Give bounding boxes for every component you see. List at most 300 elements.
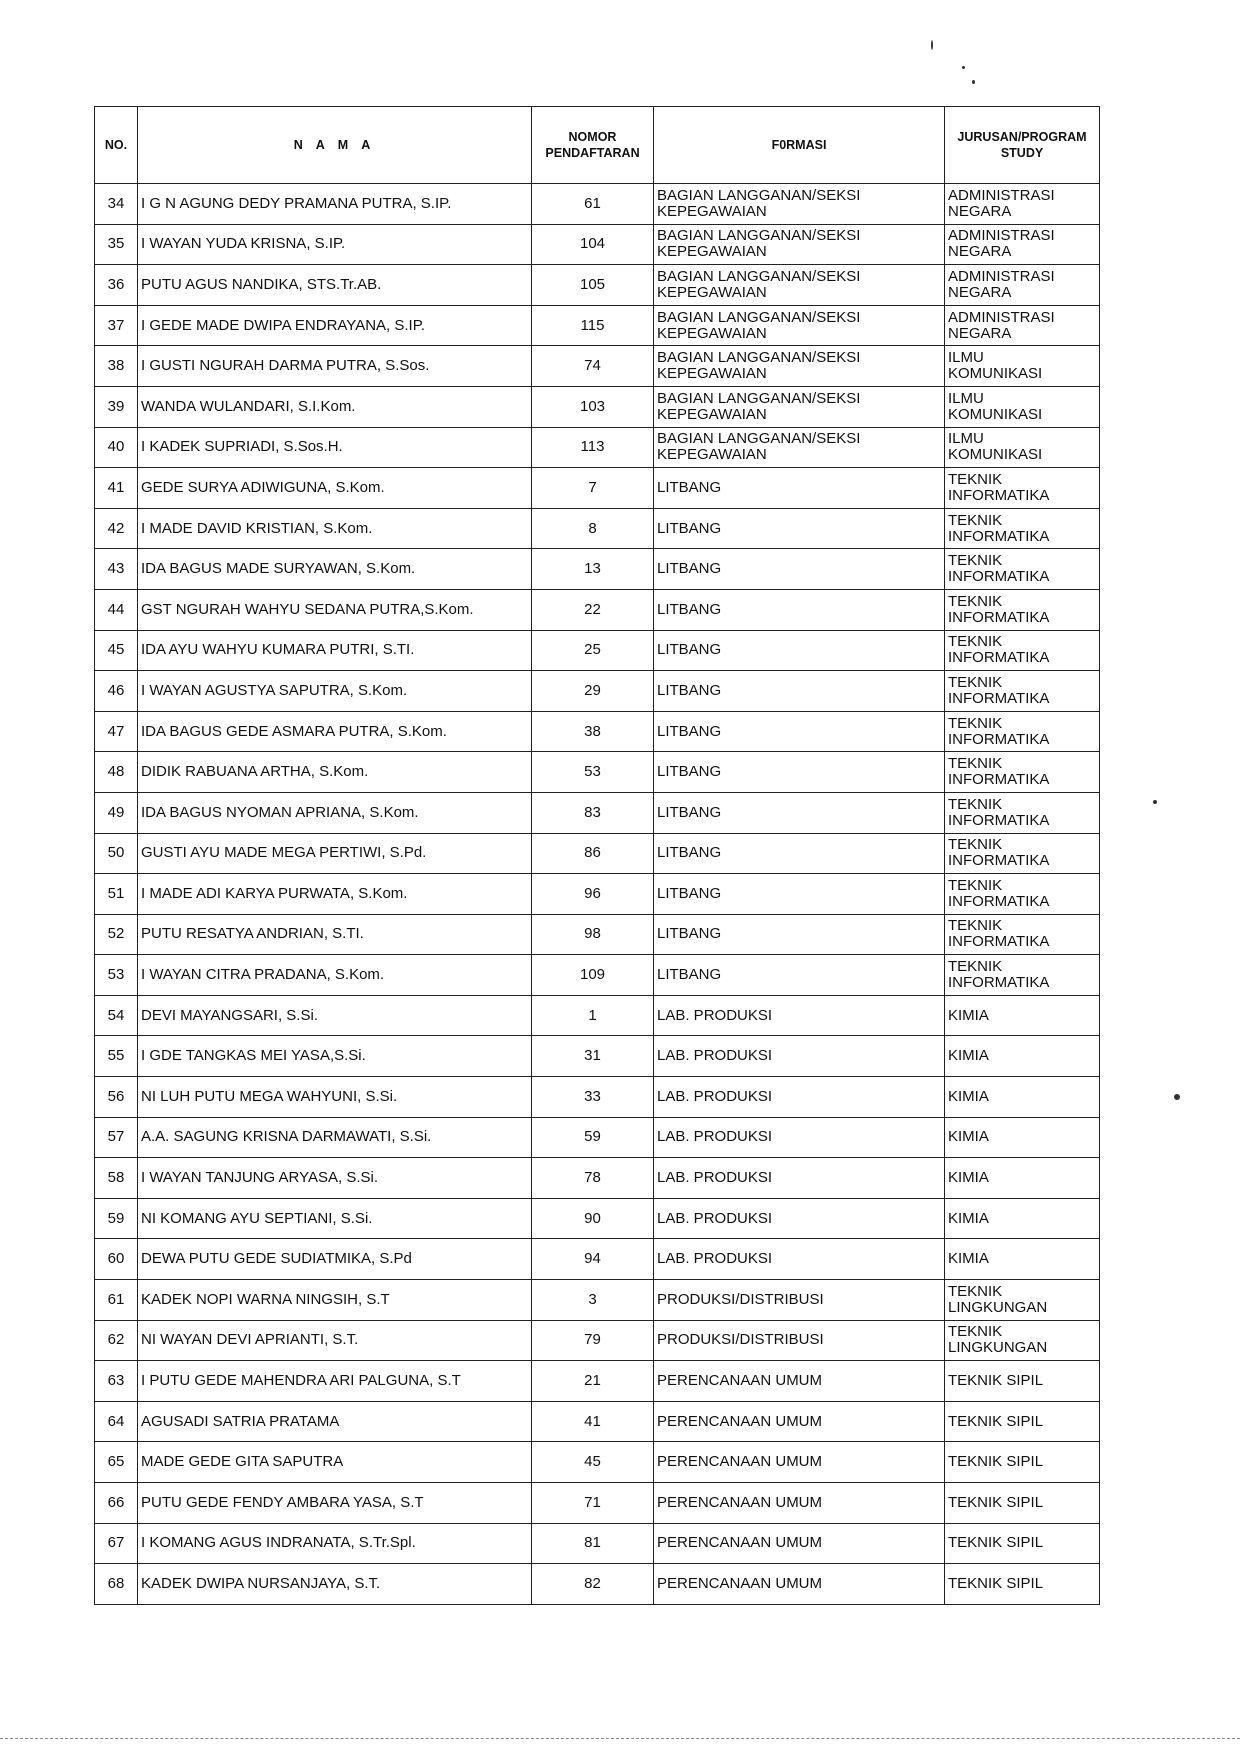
formasi-cell — [654, 346, 945, 387]
formasi-cell — [654, 1442, 945, 1483]
formasi-cell — [654, 427, 945, 468]
formasi-cell — [654, 184, 945, 225]
row-number-cell: 60 — [95, 1239, 138, 1280]
formasi-line: KEPEGAWAIAN — [657, 324, 767, 342]
participant-name-cell: KADEK DWIPA NURSANJAYA, S.T. — [138, 1564, 532, 1605]
formasi-line: KEPEGAWAIAN — [657, 283, 767, 301]
row-number-cell: 56 — [95, 1077, 138, 1118]
jurusan-line: TEKNIK SIPIL — [948, 1372, 1044, 1390]
jurusan-line: INFORMATIKA — [948, 974, 1050, 992]
registration-number-cell: 21 — [532, 1361, 654, 1402]
table-row — [95, 549, 1100, 590]
jurusan-cell — [945, 711, 1100, 752]
registration-number-cell: 41 — [532, 1401, 654, 1442]
formasi-line: KEPEGAWAIAN — [657, 405, 767, 423]
registration-number-cell: 90 — [532, 1198, 654, 1239]
registration-number-cell: 61 — [532, 184, 654, 225]
row-number-cell: 66 — [95, 1483, 138, 1524]
jurusan-line: TEKNIK SIPIL — [948, 1574, 1044, 1592]
jurusan-cell — [945, 1158, 1100, 1199]
formasi-line: LITBANG — [657, 763, 722, 781]
jurusan-cell — [945, 630, 1100, 671]
jurusan-line: NEGARA — [948, 202, 1012, 220]
jurusan-cell — [945, 427, 1100, 468]
page-bottom-rule — [0, 1738, 1240, 1739]
header-nomor-line1: NOMOR — [568, 130, 617, 144]
participant-name-cell: DEVI MAYANGSARI, S.Si. — [138, 995, 532, 1036]
row-number-cell: 64 — [95, 1401, 138, 1442]
registration-number-cell: 71 — [532, 1483, 654, 1524]
formasi-line: LITBANG — [657, 641, 722, 659]
registration-number-cell: 38 — [532, 711, 654, 752]
formasi-line: PRODUKSI/DISTRIBUSI — [657, 1331, 824, 1349]
row-number-cell: 62 — [95, 1320, 138, 1361]
jurusan-line: KIMIA — [948, 1169, 989, 1187]
jurusan-cell — [945, 184, 1100, 225]
header-nomor-line2: PENDAFTARAN — [545, 146, 640, 160]
formasi-line: PERENCANAAN UMUM — [657, 1412, 823, 1430]
jurusan-line: INFORMATIKA — [948, 568, 1050, 586]
jurusan-line: TEKNIK — [948, 958, 1003, 976]
table-row — [95, 955, 1100, 996]
formasi-cell — [654, 833, 945, 874]
registration-number-cell: 7 — [532, 468, 654, 509]
formasi-line: KEPEGAWAIAN — [657, 202, 767, 220]
jurusan-line: KIMIA — [948, 1006, 989, 1024]
jurusan-line: INFORMATIKA — [948, 608, 1050, 626]
table-row — [95, 508, 1100, 549]
table-row — [95, 1077, 1100, 1118]
jurusan-line: ADMINISTRASI — [948, 267, 1055, 285]
jurusan-line: TEKNIK — [948, 917, 1003, 935]
table-row — [95, 995, 1100, 1036]
table-row — [95, 1523, 1100, 1564]
registration-number-cell: 53 — [532, 752, 654, 793]
participant-name-cell: KADEK NOPI WARNA NINGSIH, S.T — [138, 1280, 532, 1321]
row-number-cell: 65 — [95, 1442, 138, 1483]
header-nama-label: N A M A — [293, 138, 376, 152]
jurusan-line: TEKNIK — [948, 1282, 1003, 1300]
jurusan-line: LINGKUNGAN — [948, 1339, 1048, 1357]
row-number-cell: 47 — [95, 711, 138, 752]
participant-name-cell: I MADE DAVID KRISTIAN, S.Kom. — [138, 508, 532, 549]
formasi-line: LITBANG — [657, 803, 722, 821]
participant-name-cell: I WAYAN TANJUNG ARYASA, S.Si. — [138, 1158, 532, 1199]
header-nomor-pendaftaran — [532, 107, 654, 184]
formasi-line: KEPEGAWAIAN — [657, 365, 767, 383]
formasi-cell — [654, 630, 945, 671]
registration-number-cell: 78 — [532, 1158, 654, 1199]
jurusan-cell — [945, 995, 1100, 1036]
registration-number-cell: 94 — [532, 1239, 654, 1280]
jurusan-line: TEKNIK — [948, 876, 1003, 894]
row-number-cell: 37 — [95, 305, 138, 346]
row-number-cell: 48 — [95, 752, 138, 793]
formasi-cell — [654, 671, 945, 712]
formasi-cell — [654, 549, 945, 590]
formasi-cell — [654, 1036, 945, 1077]
registration-number-cell: 3 — [532, 1280, 654, 1321]
participant-table — [94, 106, 1100, 1605]
formasi-line: PERENCANAAN UMUM — [657, 1372, 823, 1390]
registration-number-cell: 22 — [532, 589, 654, 630]
row-number-cell: 68 — [95, 1564, 138, 1605]
row-number-cell: 36 — [95, 265, 138, 306]
formasi-cell — [654, 1280, 945, 1321]
row-number-cell: 53 — [95, 955, 138, 996]
row-number-cell: 67 — [95, 1523, 138, 1564]
table-row — [95, 1036, 1100, 1077]
participant-name-cell: PUTU RESATYA ANDRIAN, S.TI. — [138, 914, 532, 955]
jurusan-line: TEKNIK — [948, 592, 1003, 610]
jurusan-cell — [945, 1564, 1100, 1605]
jurusan-cell — [945, 671, 1100, 712]
jurusan-cell — [945, 1483, 1100, 1524]
formasi-line: LITBANG — [657, 925, 722, 943]
scan-speck — [962, 66, 965, 69]
jurusan-line: TEKNIK SIPIL — [948, 1412, 1044, 1430]
jurusan-cell — [945, 1077, 1100, 1118]
jurusan-line: ILMU — [948, 349, 984, 367]
registration-number-cell: 74 — [532, 346, 654, 387]
header-nama — [138, 107, 532, 184]
jurusan-cell — [945, 1361, 1100, 1402]
header-jurusan-line1: JURUSAN/PROGRAM — [957, 130, 1087, 144]
formasi-line: LAB. PRODUKSI — [657, 1169, 773, 1187]
jurusan-line: TEKNIK — [948, 714, 1003, 732]
participant-name-cell: I KADEK SUPRIADI, S.Sos.H. — [138, 427, 532, 468]
formasi-line: BAGIAN LANGGANAN/SEKSI — [657, 186, 861, 204]
row-number-cell: 44 — [95, 589, 138, 630]
jurusan-cell — [945, 1198, 1100, 1239]
jurusan-line: INFORMATIKA — [948, 771, 1050, 789]
row-number-cell: 39 — [95, 386, 138, 427]
table-row — [95, 1483, 1100, 1524]
table-row — [95, 711, 1100, 752]
formasi-line: LITBANG — [657, 478, 722, 496]
participant-name-cell: NI WAYAN DEVI APRIANTI, S.T. — [138, 1320, 532, 1361]
header-formasi — [654, 107, 945, 184]
formasi-line: PRODUKSI/DISTRIBUSI — [657, 1290, 824, 1308]
registration-number-cell: 104 — [532, 224, 654, 265]
participant-name-cell: GEDE SURYA ADIWIGUNA, S.Kom. — [138, 468, 532, 509]
formasi-cell — [654, 589, 945, 630]
table-row — [95, 1239, 1100, 1280]
formasi-cell — [654, 1198, 945, 1239]
row-number-cell: 42 — [95, 508, 138, 549]
row-number-cell: 38 — [95, 346, 138, 387]
table-row — [95, 914, 1100, 955]
jurusan-line: KIMIA — [948, 1047, 989, 1065]
jurusan-cell — [945, 1320, 1100, 1361]
registration-number-cell: 83 — [532, 792, 654, 833]
formasi-cell — [654, 1239, 945, 1280]
jurusan-line: INFORMATIKA — [948, 811, 1050, 829]
formasi-line: BAGIAN LANGGANAN/SEKSI — [657, 430, 861, 448]
registration-number-cell: 8 — [532, 508, 654, 549]
registration-number-cell: 33 — [532, 1077, 654, 1118]
jurusan-line: INFORMATIKA — [948, 730, 1050, 748]
participant-name-cell: I GUSTI NGURAH DARMA PUTRA, S.Sos. — [138, 346, 532, 387]
participant-name-cell: PUTU GEDE FENDY AMBARA YASA, S.T — [138, 1483, 532, 1524]
formasi-line: LAB. PRODUKSI — [657, 1250, 773, 1268]
table-row — [95, 1564, 1100, 1605]
table-row — [95, 752, 1100, 793]
registration-number-cell: 25 — [532, 630, 654, 671]
participant-name-cell: IDA BAGUS MADE SURYAWAN, S.Kom. — [138, 549, 532, 590]
jurusan-line: KOMUNIKASI — [948, 365, 1043, 383]
registration-number-cell: 109 — [532, 955, 654, 996]
jurusan-cell — [945, 549, 1100, 590]
formasi-cell — [654, 1483, 945, 1524]
jurusan-line: INFORMATIKA — [948, 852, 1050, 870]
header-formasi-label: F0RMASI — [771, 138, 827, 152]
formasi-cell — [654, 265, 945, 306]
jurusan-line: NEGARA — [948, 324, 1012, 342]
row-number-cell: 63 — [95, 1361, 138, 1402]
jurusan-line: INFORMATIKA — [948, 486, 1050, 504]
registration-number-cell: 81 — [532, 1523, 654, 1564]
jurusan-line: LINGKUNGAN — [948, 1298, 1048, 1316]
jurusan-cell — [945, 346, 1100, 387]
table-row — [95, 792, 1100, 833]
jurusan-line: TEKNIK — [948, 633, 1003, 651]
participant-name-cell: I G N AGUNG DEDY PRAMANA PUTRA, S.IP. — [138, 184, 532, 225]
participant-name-cell: NI KOMANG AYU SEPTIANI, S.Si. — [138, 1198, 532, 1239]
jurusan-line: KIMIA — [948, 1128, 989, 1146]
registration-number-cell: 29 — [532, 671, 654, 712]
formasi-line: LITBANG — [657, 681, 722, 699]
formasi-cell — [654, 1077, 945, 1118]
jurusan-line: KOMUNIKASI — [948, 446, 1043, 464]
participant-name-cell: I GDE TANGKAS MEI YASA,S.Si. — [138, 1036, 532, 1077]
formasi-cell — [654, 1361, 945, 1402]
formasi-cell — [654, 955, 945, 996]
jurusan-line: ADMINISTRASI — [948, 186, 1055, 204]
jurusan-cell — [945, 752, 1100, 793]
row-number-cell: 54 — [95, 995, 138, 1036]
formasi-cell — [654, 1158, 945, 1199]
participant-name-cell: I KOMANG AGUS INDRANATA, S.Tr.Spl. — [138, 1523, 532, 1564]
registration-number-cell: 105 — [532, 265, 654, 306]
row-number-cell: 59 — [95, 1198, 138, 1239]
jurusan-cell — [945, 1280, 1100, 1321]
formasi-cell — [654, 914, 945, 955]
scan-speck — [972, 80, 975, 84]
jurusan-line: TEKNIK SIPIL — [948, 1534, 1044, 1552]
table-row — [95, 1401, 1100, 1442]
table-row — [95, 671, 1100, 712]
registration-number-cell: 86 — [532, 833, 654, 874]
table-row — [95, 1198, 1100, 1239]
jurusan-cell — [945, 1442, 1100, 1483]
jurusan-cell — [945, 914, 1100, 955]
formasi-cell — [654, 1523, 945, 1564]
formasi-cell — [654, 1117, 945, 1158]
row-number-cell: 45 — [95, 630, 138, 671]
jurusan-line: TEKNIK — [948, 755, 1003, 773]
table-header-row — [95, 107, 1100, 184]
formasi-line: PERENCANAAN UMUM — [657, 1574, 823, 1592]
formasi-line: KEPEGAWAIAN — [657, 243, 767, 261]
row-number-cell: 41 — [95, 468, 138, 509]
jurusan-cell — [945, 224, 1100, 265]
table-row — [95, 468, 1100, 509]
header-jurusan — [945, 107, 1100, 184]
jurusan-cell — [945, 874, 1100, 915]
row-number-cell: 40 — [95, 427, 138, 468]
formasi-line: BAGIAN LANGGANAN/SEKSI — [657, 227, 861, 245]
jurusan-line: ILMU — [948, 430, 984, 448]
jurusan-line: INFORMATIKA — [948, 933, 1050, 951]
participant-name-cell: IDA BAGUS NYOMAN APRIANA, S.Kom. — [138, 792, 532, 833]
formasi-line: LITBANG — [657, 560, 722, 578]
participant-name-cell: I PUTU GEDE MAHENDRA ARI PALGUNA, S.T — [138, 1361, 532, 1402]
formasi-line: LAB. PRODUKSI — [657, 1087, 773, 1105]
participant-name-cell: NI LUH PUTU MEGA WAHYUNI, S.Si. — [138, 1077, 532, 1118]
row-number-cell: 57 — [95, 1117, 138, 1158]
jurusan-line: TEKNIK — [948, 795, 1003, 813]
jurusan-cell — [945, 833, 1100, 874]
jurusan-cell — [945, 792, 1100, 833]
formasi-cell — [654, 995, 945, 1036]
table-row — [95, 589, 1100, 630]
formasi-cell — [654, 386, 945, 427]
jurusan-line: TEKNIK — [948, 511, 1003, 529]
jurusan-line: KIMIA — [948, 1250, 989, 1268]
jurusan-cell — [945, 386, 1100, 427]
jurusan-line: TEKNIK SIPIL — [948, 1493, 1044, 1511]
jurusan-cell — [945, 1239, 1100, 1280]
table-row — [95, 184, 1100, 225]
registration-number-cell: 31 — [532, 1036, 654, 1077]
participant-name-cell: GUSTI AYU MADE MEGA PERTIWI, S.Pd. — [138, 833, 532, 874]
jurusan-line: TEKNIK — [948, 836, 1003, 854]
row-number-cell: 50 — [95, 833, 138, 874]
jurusan-line: NEGARA — [948, 283, 1012, 301]
header-no — [95, 107, 138, 184]
row-number-cell: 51 — [95, 874, 138, 915]
participant-name-cell: DEWA PUTU GEDE SUDIATMIKA, S.Pd — [138, 1239, 532, 1280]
registration-number-cell: 103 — [532, 386, 654, 427]
jurusan-line: TEKNIK — [948, 552, 1003, 570]
participant-name-cell: MADE GEDE GITA SAPUTRA — [138, 1442, 532, 1483]
registration-number-cell: 113 — [532, 427, 654, 468]
scan-speck — [1153, 800, 1157, 804]
row-number-cell: 49 — [95, 792, 138, 833]
row-number-cell: 55 — [95, 1036, 138, 1077]
row-number-cell: 34 — [95, 184, 138, 225]
formasi-cell — [654, 508, 945, 549]
scan-speck — [931, 40, 933, 50]
table-row — [95, 874, 1100, 915]
formasi-cell — [654, 1564, 945, 1605]
jurusan-cell — [945, 305, 1100, 346]
jurusan-line: KIMIA — [948, 1209, 989, 1227]
table-row — [95, 224, 1100, 265]
participant-name-cell: GST NGURAH WAHYU SEDANA PUTRA,S.Kom. — [138, 589, 532, 630]
jurusan-cell — [945, 265, 1100, 306]
jurusan-cell — [945, 508, 1100, 549]
registration-number-cell: 98 — [532, 914, 654, 955]
jurusan-cell — [945, 468, 1100, 509]
formasi-line: PERENCANAAN UMUM — [657, 1493, 823, 1511]
table-row — [95, 1280, 1100, 1321]
formasi-line: LAB. PRODUKSI — [657, 1006, 773, 1024]
registration-number-cell: 13 — [532, 549, 654, 590]
registration-number-cell: 82 — [532, 1564, 654, 1605]
jurusan-cell — [945, 1401, 1100, 1442]
row-number-cell: 46 — [95, 671, 138, 712]
formasi-cell — [654, 874, 945, 915]
table-row — [95, 427, 1100, 468]
registration-number-cell: 79 — [532, 1320, 654, 1361]
formasi-cell — [654, 468, 945, 509]
jurusan-line: TEKNIK SIPIL — [948, 1453, 1044, 1471]
formasi-cell — [654, 1320, 945, 1361]
row-number-cell: 35 — [95, 224, 138, 265]
jurusan-line: INFORMATIKA — [948, 527, 1050, 545]
participant-name-cell: A.A. SAGUNG KRISNA DARMAWATI, S.Si. — [138, 1117, 532, 1158]
participant-name-cell: IDA BAGUS GEDE ASMARA PUTRA, S.Kom. — [138, 711, 532, 752]
table-row — [95, 1158, 1100, 1199]
formasi-line: LITBANG — [657, 600, 722, 618]
table-row — [95, 1320, 1100, 1361]
participant-name-cell: PUTU AGUS NANDIKA, STS.Tr.AB. — [138, 265, 532, 306]
formasi-line: BAGIAN LANGGANAN/SEKSI — [657, 349, 861, 367]
jurusan-cell — [945, 1036, 1100, 1077]
formasi-cell — [654, 711, 945, 752]
formasi-line: LAB. PRODUKSI — [657, 1047, 773, 1065]
jurusan-line: NEGARA — [948, 243, 1012, 261]
row-number-cell: 52 — [95, 914, 138, 955]
table-row — [95, 265, 1100, 306]
jurusan-line: KIMIA — [948, 1087, 989, 1105]
formasi-line: LITBANG — [657, 844, 722, 862]
formasi-line: LITBANG — [657, 722, 722, 740]
participant-name-cell: DIDIK RABUANA ARTHA, S.Kom. — [138, 752, 532, 793]
registration-number-cell: 1 — [532, 995, 654, 1036]
formasi-line: BAGIAN LANGGANAN/SEKSI — [657, 308, 861, 326]
jurusan-line: ADMINISTRASI — [948, 227, 1055, 245]
participant-name-cell: I WAYAN CITRA PRADANA, S.Kom. — [138, 955, 532, 996]
participant-name-cell: I MADE ADI KARYA PURWATA, S.Kom. — [138, 874, 532, 915]
formasi-line: LITBANG — [657, 519, 722, 537]
formasi-line: KEPEGAWAIAN — [657, 446, 767, 464]
row-number-cell: 61 — [95, 1280, 138, 1321]
participant-name-cell: I WAYAN AGUSTYA SAPUTRA, S.Kom. — [138, 671, 532, 712]
formasi-cell — [654, 792, 945, 833]
table-row — [95, 1361, 1100, 1402]
jurusan-line: ILMU — [948, 389, 984, 407]
header-jurusan-line2: STUDY — [1000, 146, 1044, 160]
row-number-cell: 58 — [95, 1158, 138, 1199]
scan-speck — [1174, 1094, 1180, 1100]
table-row — [95, 1117, 1100, 1158]
jurusan-line: KOMUNIKASI — [948, 405, 1043, 423]
formasi-line: LAB. PRODUKSI — [657, 1209, 773, 1227]
table-row — [95, 630, 1100, 671]
formasi-cell — [654, 224, 945, 265]
formasi-line: PERENCANAAN UMUM — [657, 1453, 823, 1471]
table-body — [95, 184, 1100, 1605]
jurusan-line: INFORMATIKA — [948, 649, 1050, 667]
jurusan-line: INFORMATIKA — [948, 892, 1050, 910]
formasi-cell — [654, 752, 945, 793]
table-row — [95, 1442, 1100, 1483]
registration-number-cell: 115 — [532, 305, 654, 346]
formasi-line: BAGIAN LANGGANAN/SEKSI — [657, 267, 861, 285]
